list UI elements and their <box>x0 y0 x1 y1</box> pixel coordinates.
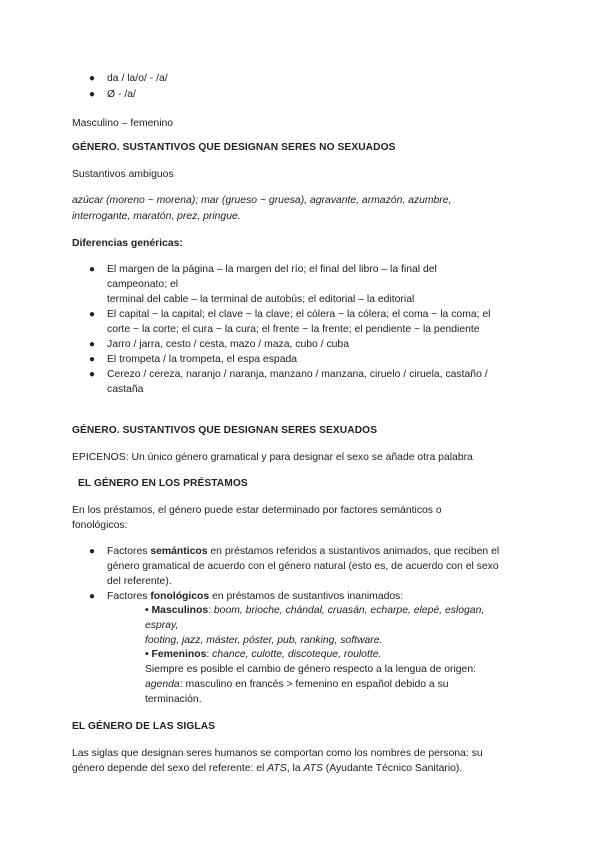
paragraph: azúcar (moreno ~ morena); mar (grueso ~ gruesa), agravante, armazón, azumbre, <box>72 195 452 206</box>
section-heading: GÉNERO. SUSTANTIVOS QUE DESIGNAN SERES NO SEXUADOS <box>72 142 396 153</box>
bullet-icon: ● <box>89 89 96 100</box>
list-item-cont: castaña <box>107 384 144 395</box>
section-heading: EL GÉNERO DE LAS SIGLAS <box>72 721 216 732</box>
sub-list-item-cont: footing, jazz, máster, póster, pub, ranking, software. <box>145 635 383 646</box>
paragraph: género depende del sexo del referente: el ATS, la ATS (Ayudante Técnico Sanitario). <box>72 763 463 774</box>
list-item: da / la/o/ - /a/ <box>107 73 168 84</box>
section-heading: EL GÉNERO EN LOS PRÉSTAMOS <box>78 478 248 489</box>
bullet-icon: ● <box>89 354 96 365</box>
paragraph: En los préstamos, el género puede estar determinado por factores semánticos o <box>72 505 442 516</box>
list-item: El capital ~ la capital; el clave ~ la clave; el cólera ~ la cólera; el coma ~ la coma; el <box>107 309 491 320</box>
list-item: Ø - /a/ <box>107 89 136 100</box>
paragraph: agenda: masculino en francés > femenino en español debido a su <box>145 679 449 690</box>
bullet-icon: ● <box>89 591 96 602</box>
sub-list-item: • Masculinos: boom, brioche, chándal, cruasán, echarpe, elepé, eslogan, <box>145 605 485 616</box>
subheading: Diferencias genéricas: <box>72 238 183 249</box>
bullet-icon: ● <box>89 369 96 380</box>
sub-list-item-cont: espray, <box>145 620 179 631</box>
list-item-cont: terminal del cable – la terminal de autobús; el editorial – la editorial <box>107 294 415 305</box>
list-item: Factores semánticos en préstamos referidos a sustantivos animados, que reciben el <box>107 546 500 557</box>
paragraph: fonológicos: <box>72 520 128 531</box>
list-item: Factores fonológicos en préstamos de sustantivos inanimados: <box>107 591 404 602</box>
paragraph: Masculino – femenino <box>72 118 174 129</box>
list-item: El trompeta / la trompeta, el espa espada <box>107 354 298 365</box>
paragraph: Sustantivos ambiguos <box>72 169 174 180</box>
list-item-cont: del referente). <box>107 576 172 587</box>
paragraph: interrogante, maratón, prez, pringue. <box>72 211 241 222</box>
list-item: El margen de la página – la margen del río; el final del libro – la final del <box>107 264 437 275</box>
list-item-cont: corte ~ la corte; el cura ~ la cura; el frente ~ la frente; el pendiente ~ la pendiente <box>107 324 480 335</box>
bullet-icon: ● <box>89 339 96 350</box>
list-item: Cerezo / cereza, naranjo / naranja, manzano / manzana, ciruelo / ciruela, castaño / <box>107 369 488 380</box>
list-item-cont: campeonato; el <box>107 279 179 290</box>
paragraph: Las siglas que designan seres humanos se comportan como los nombres de persona: su <box>72 748 483 759</box>
list-item: Jarro / jarra, cesto / cesta, mazo / maza, cubo / cuba <box>107 339 349 350</box>
bullet-icon: ● <box>89 264 96 275</box>
list-item-cont: género gramatical de acuerdo con el género natural (esto es, de acuerdo con el sexo <box>107 561 499 572</box>
sub-list-item: • Femeninos: chance, culotte, discoteque, roulotte. <box>145 649 382 660</box>
section-heading: GÉNERO. SUSTANTIVOS QUE DESIGNAN SERES SEXUADOS <box>72 425 378 436</box>
bullet-icon: ● <box>89 73 96 84</box>
paragraph: terminación. <box>145 694 202 705</box>
paragraph: EPICENOS: Un único género gramatical y para designar el sexo se añade otra palabra <box>72 452 473 463</box>
bullet-icon: ● <box>89 546 96 557</box>
bullet-icon: ● <box>89 309 96 320</box>
paragraph: Siempre es posible el cambio de género respecto a la lengua de origen: <box>145 664 476 675</box>
